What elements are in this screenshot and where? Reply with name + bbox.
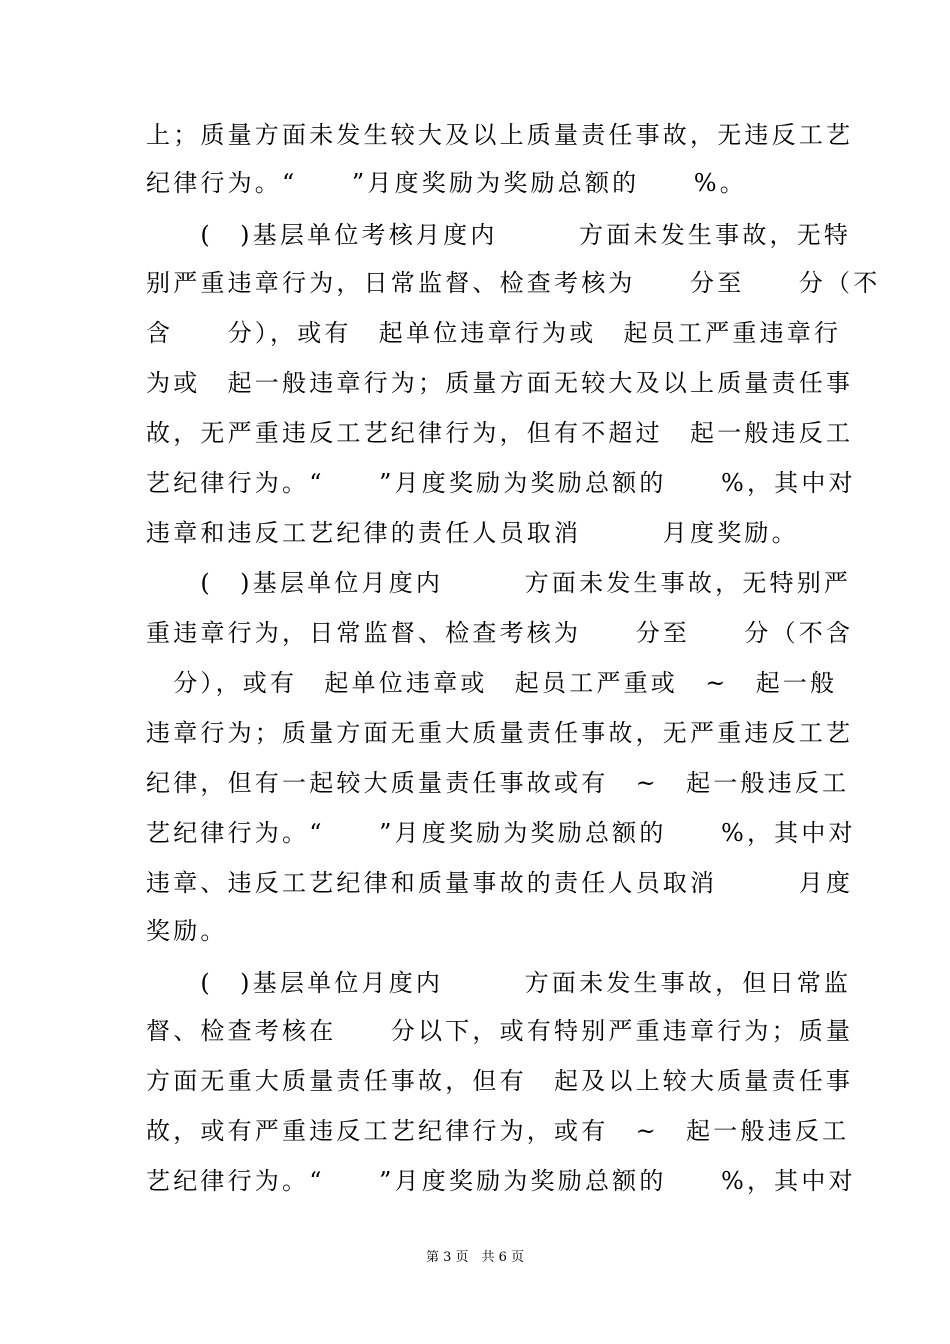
text-line-2: 纪律行为。“ ”月度奖励为奖励总额的 %。 bbox=[146, 169, 747, 197]
text-line-5: 含 分），或有 起单位违章行为或 起员工严重违章行 bbox=[146, 319, 842, 347]
text-line-7: 故，无严重违反工艺纪律行为，但有不超过 起一般违反工 bbox=[146, 419, 854, 447]
text-line-21: 故，或有严重违反工艺纪律行为，或有 ~ 起一般违反工 bbox=[146, 1117, 850, 1145]
text-line-1: 上；质量方面未发生较大及以上质量责任事故，无违反工艺 bbox=[146, 121, 854, 149]
text-line-11: 重违章行为，日常监督、检查考核为 分至 分（不含 bbox=[146, 619, 854, 647]
text-line-13: 违章行为；质量方面无重大质量责任事故，无严重违反工艺 bbox=[146, 719, 854, 747]
text-line-16: 违章、违反工艺纪律和质量事故的责任人员取消 月度 bbox=[146, 869, 854, 897]
text-line-4: 别严重违章行为，日常监督、检查考核为 分至 分（不 bbox=[146, 269, 881, 297]
text-line-18: ( )基层单位月度内 方面未发生事故，但日常监 bbox=[146, 969, 852, 997]
text-line-14: 纪律，但有一起较大质量责任事故或有 ~ 起一般违反工 bbox=[146, 769, 850, 797]
page-number-footer: 第 3 页 共 6 页 bbox=[425, 1250, 525, 1265]
text-line-9: 违章和违反工艺纪律的责任人员取消 月度奖励。 bbox=[146, 519, 799, 547]
text-line-10: ( )基层单位月度内 方面未发生事故，无特别严 bbox=[146, 569, 852, 597]
text-line-17: 奖励。 bbox=[146, 917, 228, 945]
text-line-3: ( )基层单位考核月度内 方面未发生事故，无特 bbox=[146, 221, 852, 249]
text-line-15: 艺纪律行为。“ ”月度奖励为奖励总额的 %，其中对 bbox=[146, 819, 856, 847]
text-line-22: 艺纪律行为。“ ”月度奖励为奖励总额的 %，其中对 bbox=[146, 1167, 856, 1195]
text-line-6: 为或 起一般违章行为；质量方面无较大及以上质量责任事 bbox=[146, 369, 854, 397]
text-line-12: 分），或有 起单位违章或 起员工严重或 ~ 起一般 bbox=[146, 669, 838, 697]
text-line-20: 方面无重大质量责任事故，但有 起及以上较大质量责任事 bbox=[146, 1067, 854, 1095]
text-line-8: 艺纪律行为。“ ”月度奖励为奖励总额的 %，其中对 bbox=[146, 469, 856, 497]
text-line-19: 督、检查考核在 分以下，或有特别严重违章行为；质量 bbox=[146, 1017, 854, 1045]
